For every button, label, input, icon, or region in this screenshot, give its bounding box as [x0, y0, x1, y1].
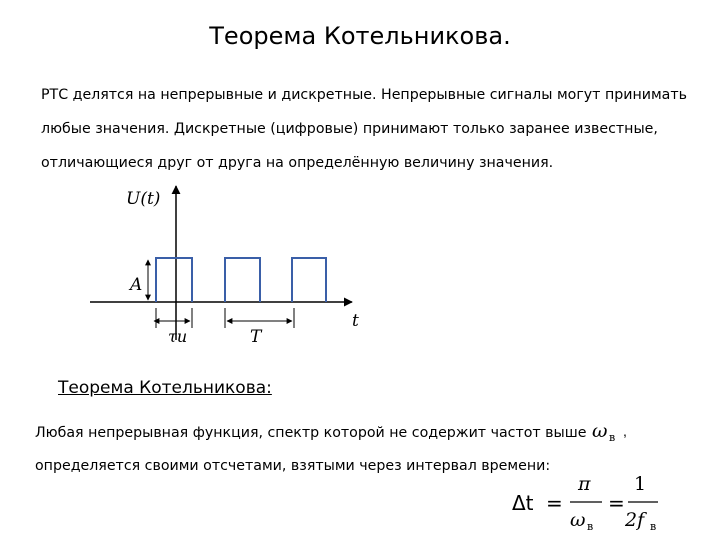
theorem-heading: Теорема Котельникова: [58, 378, 272, 398]
pulse-diagram [80, 180, 380, 350]
pulse [292, 258, 326, 302]
formula-lhs: Δt [512, 491, 534, 515]
sampling-formula [512, 470, 672, 532]
theorem-statement-line1: Любая непрерывная функция, спектр которой не содержит частот выше [35, 425, 587, 441]
intro-paragraph [41, 78, 701, 180]
omega-symbol: ω [592, 420, 608, 442]
omega-subscript: в [609, 431, 616, 444]
formula-omega-sub: в [587, 520, 594, 532]
formula-omega: ω [570, 509, 586, 531]
paragraph-line: РТС делятся на непрерывные и дискретные. Непрерывные сигналы могут принимать [41, 87, 687, 103]
formula-one: 1 [634, 473, 647, 495]
amplitude-label: A [130, 275, 143, 295]
period-label: T [250, 327, 262, 347]
theorem-statement-line2: определяется своими отсчетами, взятыми через интервал времени: [35, 458, 551, 474]
paragraph-line: отличающиеся друг от друга на определённую величину значения. [41, 155, 554, 171]
paragraph-line: любые значения. Дискретные (цифровые) принимают только заранее известные, [41, 121, 658, 137]
slide-title: Теорема Котельникова. [209, 22, 511, 50]
formula-equals-2: = [608, 491, 625, 515]
formula-f-sub: в [650, 520, 657, 532]
y-axis-label: U(t) [126, 189, 161, 209]
formula-two-f: 2f [625, 509, 645, 531]
pulse-width-label: τи [168, 327, 188, 346]
formula-pi: π [578, 473, 591, 495]
x-axis-label: t [352, 311, 359, 331]
pulse-train [156, 258, 326, 302]
pulse [156, 258, 192, 302]
pulse [225, 258, 260, 302]
formula-equals: = [546, 491, 563, 515]
omega-comma: , [623, 423, 627, 439]
